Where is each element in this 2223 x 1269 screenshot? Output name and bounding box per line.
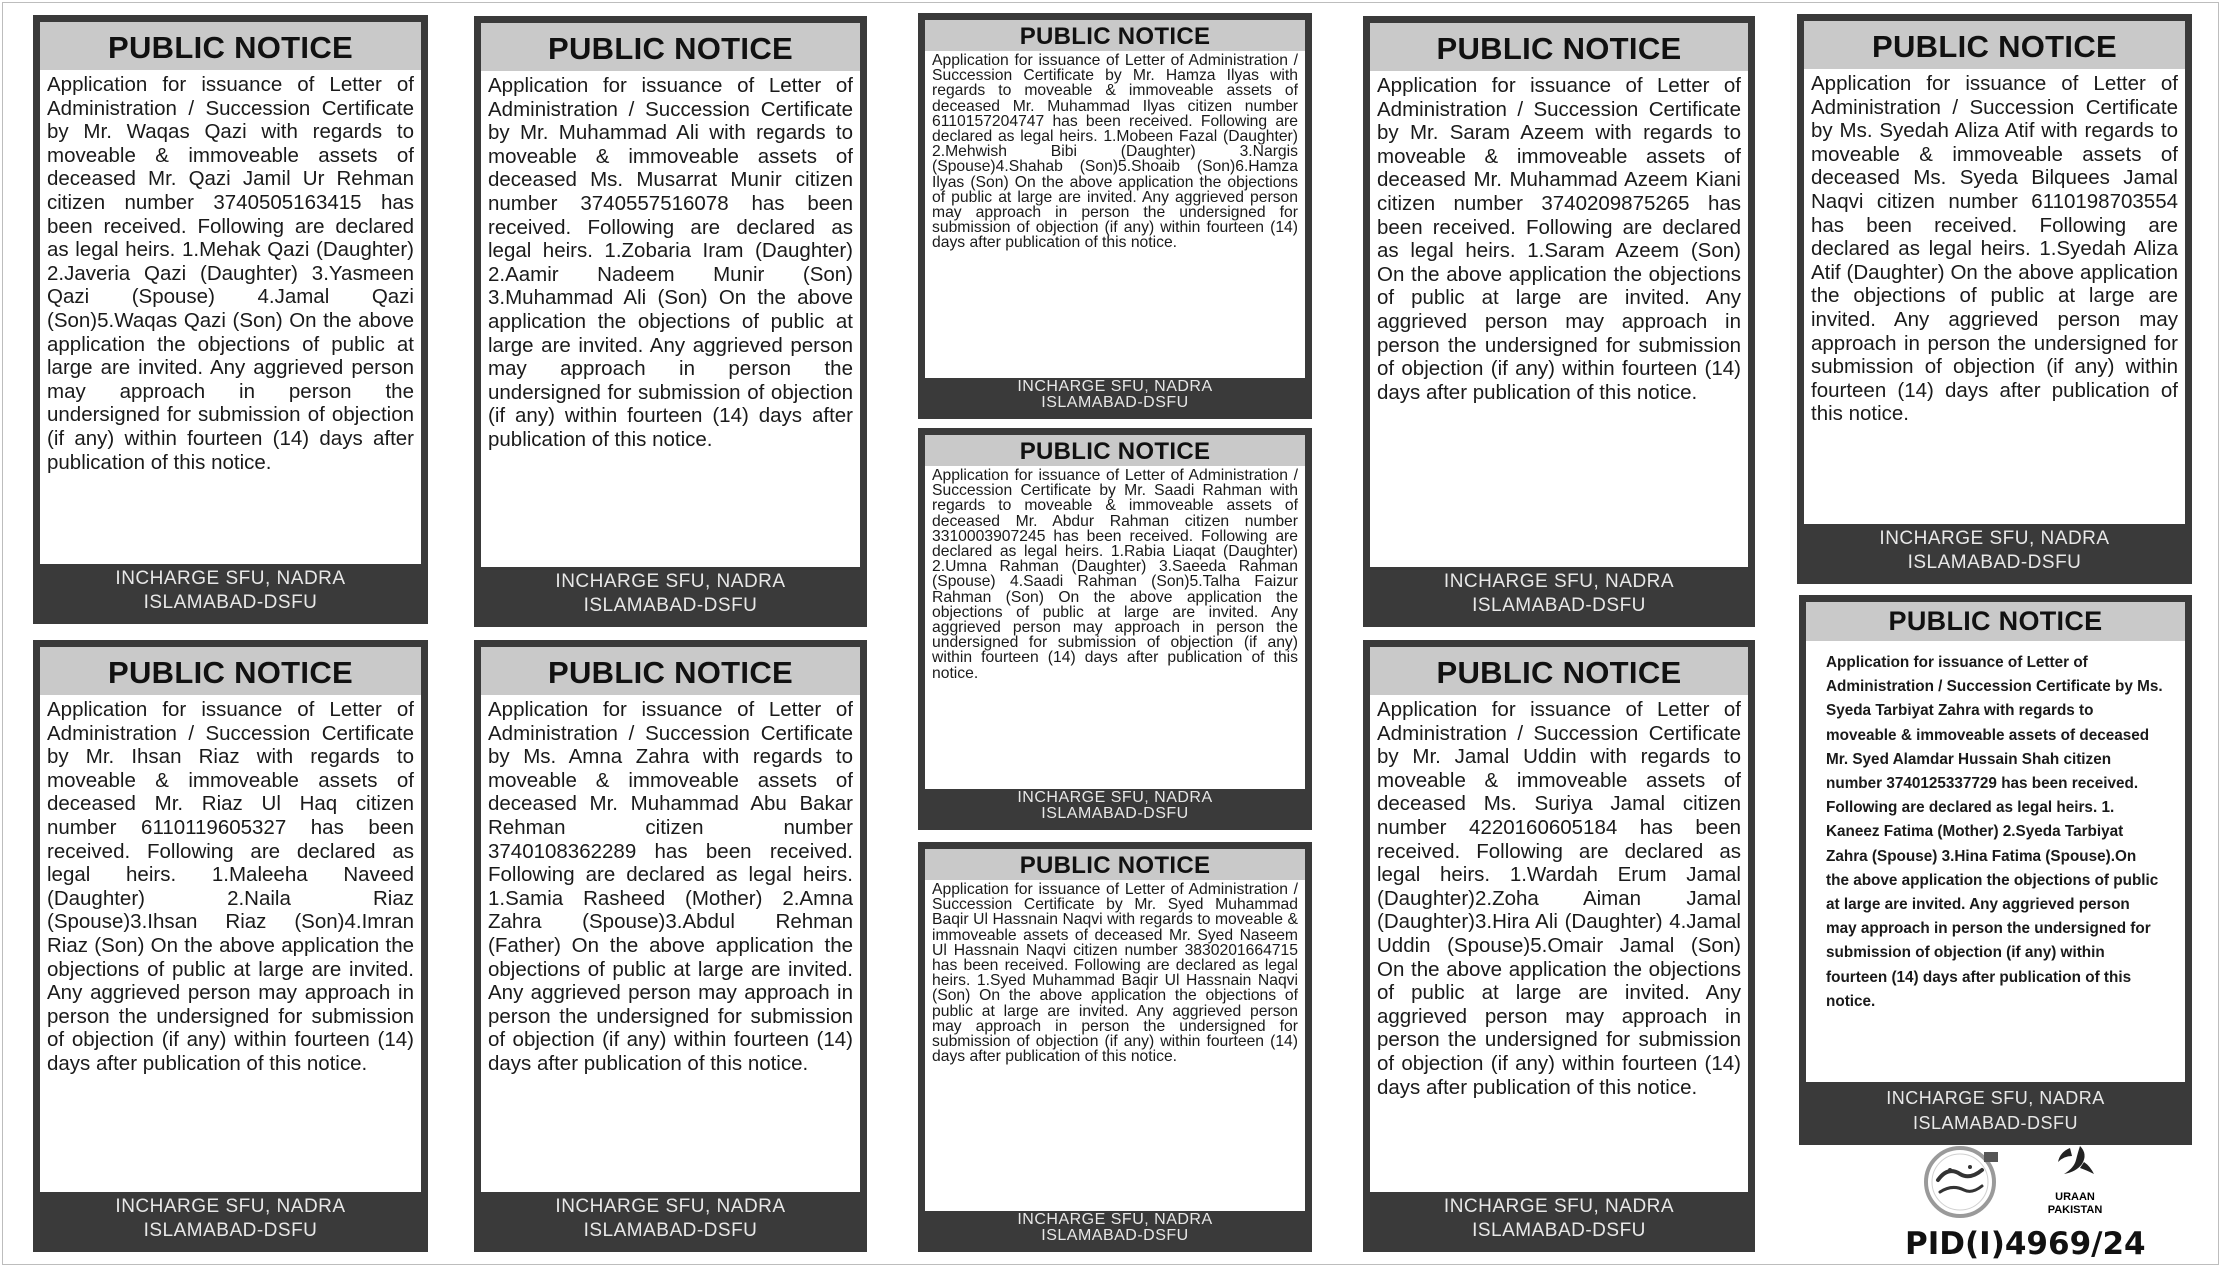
uraan-line-1: URAAN [2055,1191,2095,1203]
notice-footer [40,1192,421,1245]
notice-footer [1804,524,2185,577]
notice-title: PUBLIC NOTICE [481,647,860,695]
footer-line-2: ISLAMABAD-DSFU [1041,394,1189,411]
notice-footer [481,567,860,620]
footer-line-2: ISLAMABAD-DSFU [1041,805,1189,822]
footer-line-2: ISLAMABAD-DSFU [1907,552,2082,573]
notice-footer [1370,567,1748,620]
footer-line-2: ISLAMABAD-DSFU [1472,1220,1646,1241]
footer-line-2: ISLAMABAD-DSFU [1472,595,1646,616]
notice-title: PUBLIC NOTICE [1806,602,2185,641]
footer-line-1: INCHARGE SFU, NADRA [1443,1196,1675,1217]
public-notice-3 [918,13,1312,419]
footer-line-1: INCHARGE SFU, NADRA [1443,571,1675,592]
logos-area [1920,1140,2120,1220]
notice-body: Application for issuance of Letter of Administration / Succession Certificate by Mr. Syed Muhammad Baqir Ul Hassnain Naqvi with regards to moveable & immoveable assets of deceased Mr. Syed Naseem Ul Hassnain Naqvi citizen number 3830201664715 has been received. Following are declared as legal heirs. 1.Syed Muhammad Baqir Ul Hassnain Naqvi (Son) On the above application the objections of public at large are invited. Any aggrieved person may approach in person the undersigned for submission of objection (if any) within fourteen (14) days after publication of this notice. [932,881,1298,1066]
notice-body: Application for issuance of Letter of Administration / Succession Certificate by Mr. Ihsan Riaz with regards to moveable & immoveable assets of deceased Mr. Riaz Ul Haq citizen number 6110119605327 has been received. Following are declared as legal heirs. 1.Maleeha Naveed (Daughter) 2.Naila Riaz (Spouse)3.Ihsan Riaz (Son)4.Imran Riaz (Son) On the above application the objections of public at large are invited. Any aggrieved person may approach in person the undersigned for submission of objection (if any) within fourteen (14) days after publication of this notice. [47,698,414,1075]
notice-footer [925,1211,1305,1245]
notice-body: Application for issuance of Letter of Administration / Succession Certificate by Ms. Amna Zahra with regards to moveable & immoveable assets of deceased Mr. Muhammad Abu Bakar Rehman citizen number 3740108362289 has been received. Following are declared as legal heirs. 1.Samia Rasheed (Mother) 2.Amna Zahra (Spouse)3.Abdul Rehman (Father) On the above application the objections of public at large are invited. Any aggrieved person may approach in person the undersigned for submission of objection (if any) within fourteen (14) days after publication of this notice. [488,698,853,1075]
notice-title: PUBLIC NOTICE [925,20,1305,51]
uraan-pakistan-logo-icon [2040,1140,2110,1220]
notice-footer [925,789,1305,823]
footer-line-2: ISLAMABAD-DSFU [143,1220,318,1241]
notice-body: Application for issuance of Letter of Administration / Succession Certificate by Mr. Saram Azeem with regards to moveable & immoveable assets of deceased Mr. Muhammad Azeem Kiani citizen number 3740209875265 has been received. Following are declared as legal heirs. 1.Saram Azeem (Son) On the above application the objections of public at large are invited. Any aggrieved person may approach in person the undersigned for submission of objection (if any) within fourteen (14) days after publication of this notice. [1377,74,1741,404]
notice-footer [40,564,421,617]
footer-line-2: ISLAMABAD-DSFU [583,595,758,616]
notice-title: PUBLIC NOTICE [40,647,421,695]
notice-title: PUBLIC NOTICE [481,23,860,71]
notice-body: Application for issuance of Letter of Administration / Succession Certificate by Mr. Waqas Qazi with regards to moveable & immoveable assets of deceased Mr. Qazi Jamil Ur Rehman citizen number 3740505163415 has been received. Following are declared as legal heirs. 1.Mehak Qazi (Daughter) 2.Javeria Qazi (Daughter) 3.Yasmeen Qazi (Spouse) 4.Jamal Qazi (Son)5.Waqas Qazi (Son) On the above application the objections of public at large are invited. Any aggrieved person may approach in person the undersigned for submission of objection (if any) within fourteen (14) days after publication of this notice. [47,73,414,474]
notice-footer [925,378,1305,412]
notice-title: PUBLIC NOTICE [1804,21,2185,69]
notice-footer [1370,1192,1748,1245]
public-notice-8 [474,640,867,1252]
footer-line-1: INCHARGE SFU, NADRA [1886,1088,2105,1108]
footer-line-1: INCHARGE SFU, NADRA [115,1196,346,1217]
notice-footer [1806,1082,2185,1138]
public-notice-2 [474,16,867,627]
notice-footer [481,1192,860,1245]
footer-line-1: INCHARGE SFU, NADRA [1017,789,1213,806]
footer-line-1: INCHARGE SFU, NADRA [1017,1211,1213,1228]
notice-body: Application for issuance of Letter of Administration / Succession Certificate by Mr. Muhammad Ali with regards to moveable & immoveable assets of deceased Ms. Musarrat Munir citizen number 3740557516078 has been received. Following are declared as legal heirs. 1.Zobaria Iram (Daughter) 2.Aamir Nadeem Munir (Son) 3.Muhammad Ali (Son) On the above application the objections of public at large are invited. Any aggrieved person may approach in person the undersigned for submission of objection (if any) within fourteen (14) days after publication of this notice. [488,74,853,451]
footer-line-2: ISLAMABAD-DSFU [1041,1227,1189,1244]
public-notice-10 [1363,640,1755,1252]
public-notice-5 [1797,14,2192,584]
footer-line-1: INCHARGE SFU, NADRA [1017,378,1213,395]
notice-title: PUBLIC NOTICE [1370,647,1748,695]
public-notice-11 [1799,595,2192,1145]
public-notice-9 [918,842,1312,1252]
notice-body: Application for issuance of Letter of Administration / Succession Certificate by Mr. Jamal Uddin with regards to moveable & immoveable assets of deceased Ms. Suriya Jamal citizen number 4220160605184 has been received. Following are declared as legal heirs. 1.Wardah Erum Jamal (Daughter)2.Zoha Aiman Jamal (Daughter)3.Hira Ali (Daughter) 4.Jamal Uddin (Spouse)5.Omair Jamal (Son) On the above application the objections of public at large are invited. Any aggrieved person may approach in person the undersigned for submission of objection (if any) within fourteen (14) days after publication of this notice. [1377,698,1741,1099]
notice-title: PUBLIC NOTICE [925,849,1305,880]
public-notice-7 [33,640,428,1252]
notice-body: Application for issuance of Letter of Administration / Succession Certificate by Mr. Saadi Rahman with regards to moveable & immoveable assets of deceased Mr. Abdur Rahman citizen number 3310003907245 has been received. Following are declared as legal heirs. 1.Rabia Liaqat (Daughter) 2.Umna Rahman (Daughter) 3.Saeeda Rahman (Spouse) 4.Saadi Rahman (Son)5.Talha Faizur Rahman (Son) On the above application the objections of public at large are invited. Any aggrieved person may approach in person the undersigned for submission of objection (if any) within fourteen (14) days after publication of this notice. [932,467,1298,682]
public-notice-1 [33,15,428,624]
notice-body: Application for issuance of Letter of Administration / Succession Certificate by Ms. Syeda Tarbiyat Zahra with regards to moveable & immoveable assets of deceased Mr. Syed Alamdar Hussain Shah citizen number 3740125337729 has been received. Following are declared as legal heirs. 1. Kaneez Fatima (Mother) 2.Syeda Tarbiyat Zahra (Spouse) 3.Hina Fatima (Spouse).On the above application the objections of public at large are invited. Any aggrieved person may approach in person the undersigned for submission of objection (if any) within fourteen (14) days after publication of this notice. [1826,654,2163,1010]
notice-body: Application for issuance of Letter of Administration / Succession Certificate by Mr. Hamza Ilyas with regards to moveable & immoveable assets of deceased Mr. Muhammad Ilyas citizen number 6110157204747 has been received. Following are declared as legal heirs. 1.Mobeen Fazal (Daughter) 2.Mehwish Bibi (Daughter) 3.Nargis (Spouse)4.Shahab (Son)5.Shoaib (Son)6.Hamza Ilyas (Son) On the above application the objections of public at large are invited. Any aggrieved person may approach in person the undersigned for submission of objection (if any) within fourteen (14) days after publication of this notice. [932,52,1298,252]
footer-line-1: INCHARGE SFU, NADRA [115,568,346,589]
notice-body: Application for issuance of Letter of Administration / Succession Certificate by Ms. Syedah Aliza Atif with regards to moveable & immoveable assets of deceased Ms. Syeda Bilquees Jamal Naqvi citizen number 6110198703554 has been received. Following are declared as legal heirs. 1.Syedah Aliza Atif (Daughter) On the above application the objections of public at large are invited. Any aggrieved person may approach in person the undersigned for submission of objection (if any) within fourteen (14) days after publication of this notice. [1811,72,2178,426]
notice-title: PUBLIC NOTICE [1370,23,1748,71]
notice-title: PUBLIC NOTICE [40,22,421,70]
footer-line-1: INCHARGE SFU, NADRA [1879,528,2110,549]
pid-number: PID(I)4969/24 [1905,1226,2146,1262]
footer-line-2: ISLAMABAD-DSFU [583,1220,758,1241]
public-notice-6 [918,428,1312,830]
notice-title: PUBLIC NOTICE [925,435,1305,466]
uraan-line-2: PAKISTAN [2047,1204,2103,1216]
public-notice-4 [1363,16,1755,627]
footer-line-2: ISLAMABAD-DSFU [143,592,318,613]
footer-line-2: ISLAMABAD-DSFU [1912,1113,2079,1133]
footer-line-1: INCHARGE SFU, NADRA [555,571,786,592]
footer-line-1: INCHARGE SFU, NADRA [555,1196,786,1217]
